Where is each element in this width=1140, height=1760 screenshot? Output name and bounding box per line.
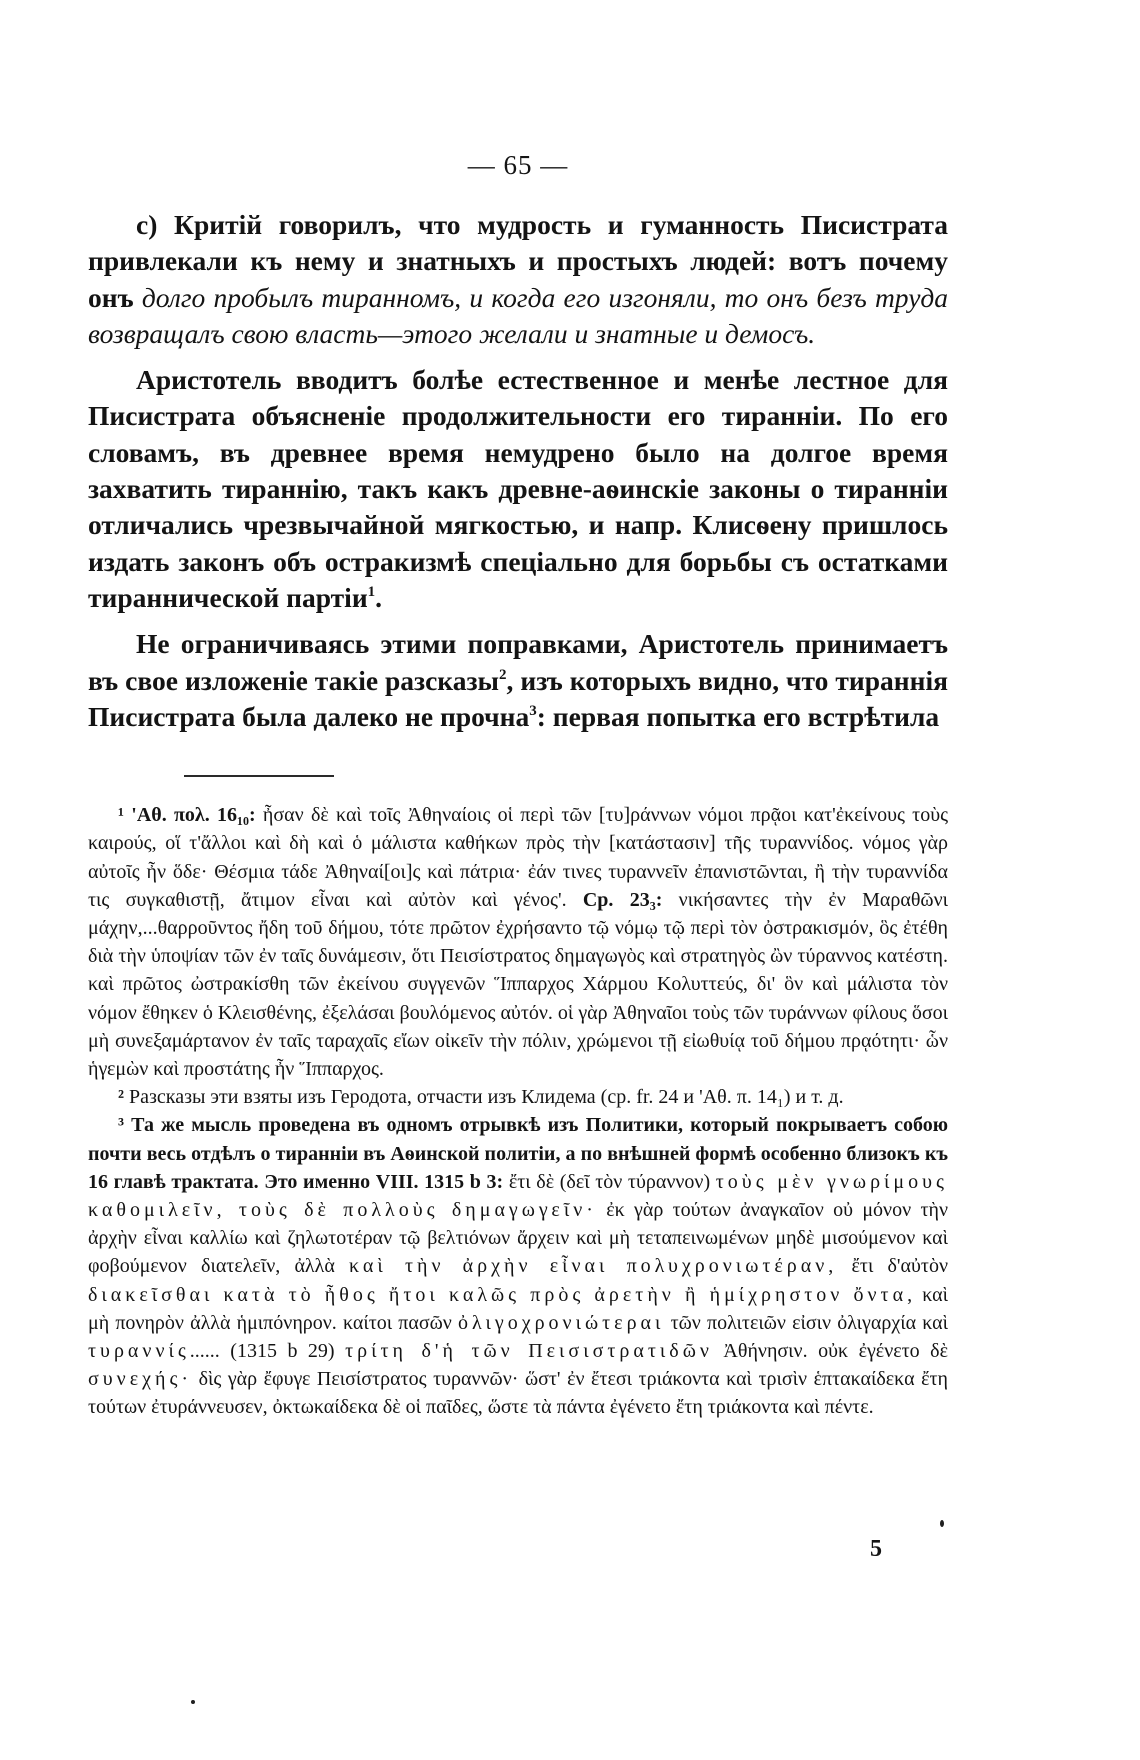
footnote-3-greek-5: τῶν πολιτειῶν εἰσιν ὀλιγαρχία καὶ — [664, 1311, 949, 1334]
footnote-ref-2: 2 — [499, 666, 507, 683]
footnote-1 — [88, 801, 948, 1083]
footnote-3-greek-4: καὶ μὴ πονηρὸν ἀλλὰ ἡμιπόνηρον. καίτοι πασῶν — [88, 1283, 949, 1334]
footnote-2-text: Разсказы эти взяты изъ Геродота, отчасти изъ Клидема (ср. fr. 24 и 'Αθ. π. 14₁) и т. д. — [124, 1086, 844, 1109]
footnote-3-greek-6-spaced: τρίτη δ'ἡ τῶν Πεισιστρατιδῶν — [345, 1340, 713, 1363]
document-page — [88, 150, 948, 1422]
paragraph-aristotle-end: . — [375, 581, 383, 613]
paragraph-kritias-quote: долго пробылъ тиранномъ, и когда его изгоняли, то онъ безъ труда возвращалъ свою власть—этого желали и знатные и демосъ. — [88, 281, 948, 349]
paragraph-aristotle-stories — [88, 626, 948, 735]
footnote-3-greek-1: ἔτι δὲ (δεῖ τὸν τύραννον) — [503, 1170, 716, 1193]
footnote-1-ref: 'Αθ. πολ. 16₁₀: — [131, 804, 256, 827]
paragraph-kritias — [88, 207, 948, 352]
footnote-1-text: ἦσαν δὲ καὶ τοῖς Ἀθηναίοις οἱ περὶ τῶν [τυ]ράννων νόμοι πρᾷοι κατ'ἐκείνους τοὺς καιρούς, οἵ τ'ἄλλοι καὶ δὴ καὶ ὁ μάλιστα καθήκων πρὸς τὴν [κατάστασιν] τῆς τυραννίδος. νόμος γὰρ αὐτοῖς ἦν ὅδε· Θέσμια τάδε Ἀθηναί[οι]ς καὶ πάτρια· ἐάν τινες τυραννεῖν ἐπανιστῶνται, ἢ τὴν τυραννίδα τις συγκαθιστῇ, ἄτιμον εἶναι καὶ αὐτὸν καὶ γένος'. — [88, 804, 949, 911]
footnote-3 — [88, 1111, 948, 1421]
footnote-2 — [88, 1083, 948, 1111]
signature-mark: 5 — [870, 1536, 882, 1562]
footnote-3-greek-7: Ἀθήνησιν. οὐκ ἐγένετο δὲ — [712, 1340, 948, 1363]
footnote-3-greek-7-spaced: συνεχής· — [88, 1368, 193, 1391]
footnote-3-greek-3: ἔτι δ'αὐτὸν — [837, 1255, 948, 1278]
paragraph-aristotle-text: Аристотель вводитъ болѣе естественное и менѣе лестное для Писистрата объясненіе продолжительности его тиранніи. По его словамъ, въ древнее время немудрено было на долгое время захватить тираннію, такъ какъ древне-аѳинскіе законы о тиранніи отличались чрезвычайной мягкостью, и напр. Клисѳену пришлось издать законъ объ остракизмѣ спеціально для борьбы съ остатками тираннической партіи — [88, 364, 948, 613]
footnote-3-greek-6: ...... (1315 b 29) — [189, 1340, 346, 1363]
footnote-divider — [184, 775, 334, 777]
footnote-3-text: Та же мысль проведена въ одномъ отрывкѣ изъ Политики, который покрываетъ собою почти весь отдѣлъ о тиранніи въ Аѳинской политіи, а по внѣшней формѣ особенно близокъ къ 16 главѣ трактата. Это именно VIII. 1315 b 3: — [88, 1114, 948, 1193]
footnote-3-mark: ³ — [118, 1114, 124, 1137]
paragraph-stories-text-a: Не ограничиваясь этими поправками, Аристотель принимаетъ въ свое изложеніе такіе разсказы — [88, 628, 948, 696]
footnote-3-greek-5-spaced: τυραννίς — [88, 1340, 190, 1363]
footnote-ref-1: 1 — [367, 583, 376, 600]
footnote-1-text2: νικήσαντες τὴν ἐν Μαραθῶνι μάχην,...θαρροῦντος ἤδη τοῦ δήμου, τότε πρῶτον ἐχρήσαντο τῷ νόμῳ τῷ περὶ τὸν ὀστρακισμόν, ὃς ἐτέθη διὰ τὴν ὑποψίαν τῶν ἐν ταῖς δυνάμεσιν, ὅτι Πεισίστρατος δημαγωγὸς καὶ στρατηγὸς ὢν τύραννος κατέστη. καὶ πρῶτος ὠστρακίσθη τῶν ἐκείνου συγγενῶν Ἵππαρχος Χάρμου Κολυττεύς, δι' ὃν καὶ μάλιστα τὸν νόμον ἔθηκεν ὁ Κλεισθένης, ἐξελάσαι βουλόμενος αὐτόν. οἱ γὰρ Ἀθηναῖοι τοὺς τῶν τυράννων φίλους ὅσοι μὴ συνεξαμάρτανον ἐν ταῖς ταραχαῖς εἴων οἰκεῖν τὴν πόλιν, χρώμενοι τῇ εἰωθυίᾳ τοῦ δήμου πρᾳότητι· ὧν ἡγεμὼν καὶ προστάτης ἦν Ἵππαρχος. — [88, 888, 948, 1080]
footnote-1-cp: Cp. 23₃: — [566, 888, 663, 911]
paragraph-kritias-text: c) Критій говорилъ, что мудрость и гуманность Писистрата привлекали къ нему и знатныхъ и простыхъ людей: вотъ почему онъ — [88, 209, 948, 313]
page-number: — 65 — — [467, 150, 569, 180]
footnote-3-greek-1-spaced: τοὺς μὲν γνωρίμους καθομιλεῖν, τοὺς δὲ πολλοὺς δημαγωγεῖν· — [88, 1170, 948, 1221]
footnote-2-mark: ² — [118, 1086, 124, 1109]
footnote-3-greek-8: δὶς γὰρ ἔφυγε Πεισίστρατος τυραννῶν· ὥστ' ἐν ἔτεσι τριάκοντα καὶ τρισὶν ἑπτακαίδεκα ἔτη τούτων ἐτυράννευσεν, ὀκτωκαίδεκα δὲ οἱ παῖδες, ὥστε τὰ πάντα ἐγένετο ἔτη τριάκοντα καὶ πέντε. — [88, 1368, 948, 1419]
print-speck — [191, 1700, 195, 1704]
print-speck — [940, 1520, 944, 1527]
footnote-3-greek-2-spaced: καὶ τὴν ἀρχὴν εἶναι πολυχρονιωτέραν, — [349, 1255, 838, 1278]
footnote-3-greek-4-spaced: ὀλιγοχρονιώτεραι — [458, 1311, 665, 1334]
footnote-3-greek-2: ἐκ γὰρ τούτων ἀναγκαῖον οὐ μόνον τὴν ἀρχὴν εἶναι καλλίω καὶ ζηλωτοτέραν τῷ βελτιόνων ἄρχειν καὶ μὴ τεταπεινωμένων μηδὲ μισούμενον καὶ φοβούμενον διατελεῖν, ἀλλὰ — [88, 1199, 948, 1278]
paragraph-stories-text-b: , изъ которыхъ видно, что тираннія Писистрата была далеко не прочна — [88, 664, 948, 732]
paragraph-stories-text-c: : первая попытка его встрѣтила — [536, 700, 940, 732]
footnote-3-greek-3-spaced: διακεῖσθαι κατὰ τὸ ἦθος ἤτοι καλῶς πρὸς ἀρετὴν ἢ ἡμίχρηστον ὄντα, — [88, 1283, 917, 1306]
paragraph-aristotle-explanation — [88, 362, 948, 616]
footnote-ref-3: 3 — [529, 702, 537, 719]
footnote-1-mark: ¹ — [118, 804, 124, 827]
